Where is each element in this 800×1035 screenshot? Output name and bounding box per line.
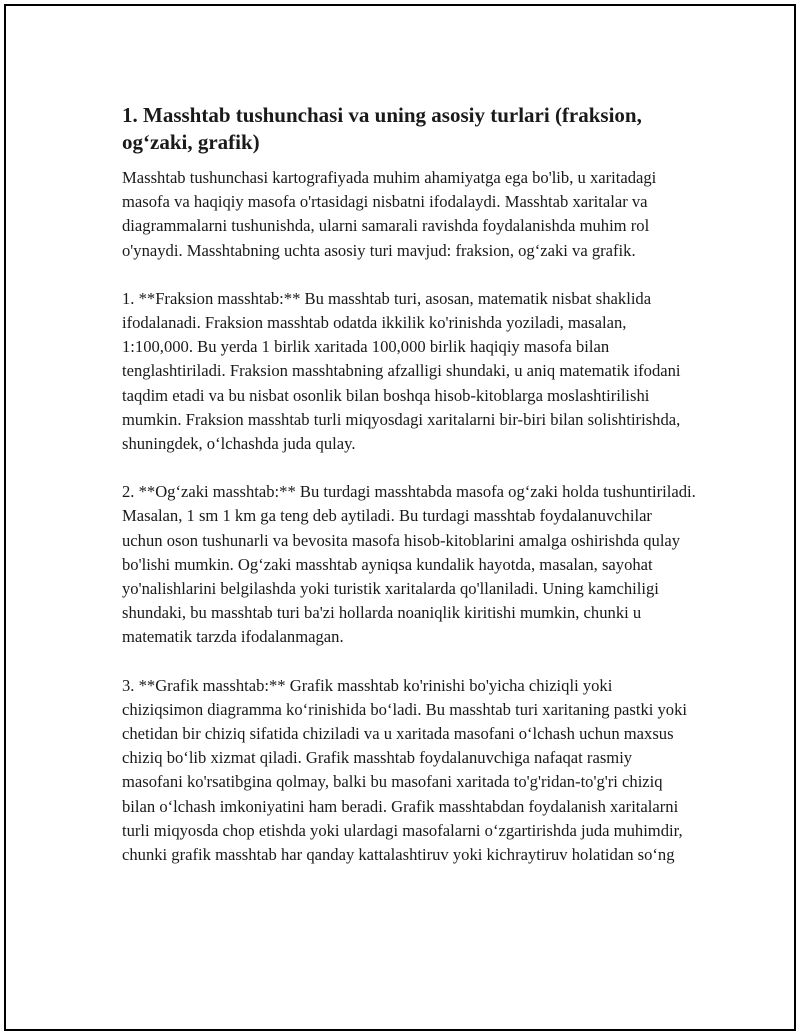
document-body	[122, 102, 696, 891]
fraction-scale-paragraph: 1. **Fraksion masshtab:** Bu masshtab turi, asosan, matematik nisbat shaklida ifodalanadi. Fraksion masshtab odatda ikkilik ko'rinishda yoziladi, masalan, 1:100,000. Bu yerda 1 birlik xaritada 100,000 birlik haqiqiy masofa bilan tenglashtiriladi. Fraksion masshtabning afzalligi shundaki, u aniq matematik ifodani taqdim etadi va bu nisbat osonlik bilan boshqa hisob-kitoblarga moslashtirilishi mumkin. Fraksion masshtab turli miqyosdagi xaritalarni bir-biri bilan solishtirishda, shuningdek, o‘lchashda juda qulay.	[122, 288, 681, 454]
graphic-scale-paragraph: 3. **Grafik masshtab:** Grafik masshtab ko'rinishi bo'yicha chiziqli yoki chiziqsimon diagramma ko‘rinishida bo‘ladi. Bu masshtab turi xaritaning pastki yoki chetidan bir chiziq sifatida chiziladi va u xaritada masofani o‘lchash uchun maxsus chiziq bo‘lib xizmat qiladi. Grafik masshtab foydalanuvchiga nafaqat rasmiy masofani ko'rsatibgina qolmay, balki bu masofani xaritada to'g'ridan-to'g'ri chiziq bilan o‘lchash imkoniyatini ham beradi. Grafik masshtabdan foydalanish xaritalarni turli miqyosda chop etishda yoki ulardagi masofalarni o‘zgartirishda juda muhimdir, chunki grafik masshtab har qanday kattalashtiruv yoki kichraytiruv holatidan so‘ng	[122, 675, 688, 865]
document-title: 1. Masshtab tushunchasi va uning asosiy turlari (fraksion, og‘zaki, grafik)	[122, 103, 642, 154]
page-frame	[4, 4, 796, 1031]
intro-paragraph: Masshtab tushunchasi kartografiyada muhim ahamiyatga ega bo'lib, u xaritadagi masofa va haqiqiy masofa o'rtasidagi nisbatni ifodalaydi. Masshtab xaritalar va diagrammalarni tushunishda, ularni samarali ravishda foydalanishda muhim rol o'ynaydi. Masshtabning uchta asosiy turi mavjud: fraksion, og‘zaki va grafik.	[122, 168, 657, 260]
verbal-scale-paragraph: 2. **Og‘zaki masshtab:** Bu turdagi masshtabda masofa og‘zaki holda tushuntiriladi. Masalan, 1 sm 1 km ga teng deb aytiladi. Bu turdagi masshtab foydalanuvchilar uchun oson tushunarli va bevosita masofa hisob-kitoblarini amalga oshirishda qulay bo'lishi mumkin. Og‘zaki masshtab ayniqsa kundalik hayotda, masalan, sayohat yo'nalishlarini belgilashda yoki turistik xaritalarda qo'llaniladi. Uning kamchiligi shundaki, bu masshtab turi ba'zi hollarda noaniqlik kiritishi mumkin, chunki u matematik tarzda ifodalanmagan.	[122, 482, 696, 647]
